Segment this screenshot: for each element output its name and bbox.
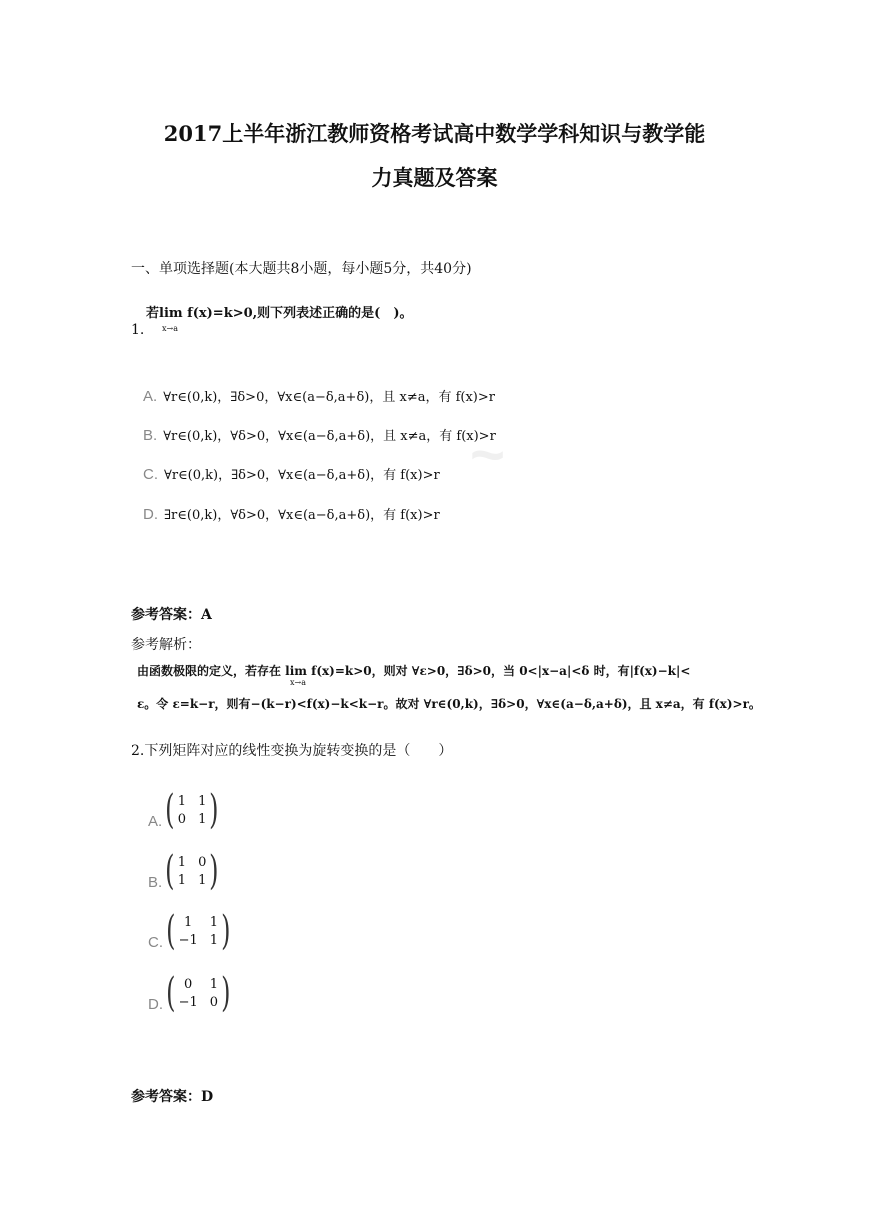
q1-option-a xyxy=(143,386,495,405)
q2-option-a xyxy=(148,787,222,833)
q1-analysis-line1: 由函数极限的定义，若存在 lim f(x)=k>0，则对 ∀ε>0，∃δ>0，当 0<|x−a|<δ 时，有|f(x)−k|< xyxy=(137,664,691,678)
q2-stem: 2.下列矩阵对应的线性变换为旋转变换的是（ ） xyxy=(131,743,453,759)
q2-option-d xyxy=(148,970,234,1016)
q1-option-a-label: A. xyxy=(143,388,158,405)
q2-answer-label: 参考答案： xyxy=(131,1089,201,1105)
q1-option-c-label: C. xyxy=(143,466,158,483)
q1-number: 1. xyxy=(131,322,145,338)
q1-analysis-label: 参考解析： xyxy=(131,637,201,653)
q1-option-b xyxy=(143,425,496,444)
q1-option-d-text: ∃r∈(0,k)，∀δ>0，∀x∈(a−δ,a+δ)，有 f(x)>r xyxy=(164,508,440,523)
q2-option-a-label: A. xyxy=(148,813,163,830)
q2-option-c-matrix: ( 1 1 −1 1 ) xyxy=(166,908,231,954)
section-heading: 一、单项选择题(本大题共8小题，每小题5分，共40分) xyxy=(131,261,472,277)
q1-analysis-subscript: x→a xyxy=(290,678,306,687)
q2-option-d-label: D. xyxy=(148,996,163,1013)
watermark: ~ xyxy=(470,421,506,488)
q2-option-c xyxy=(148,908,234,954)
q1-answer xyxy=(131,604,212,624)
q1-option-c xyxy=(143,464,440,483)
q1-stem: 若lim f(x)=k>0,则下列表述正确的是( )。 xyxy=(146,306,413,321)
q2-answer xyxy=(131,1086,213,1106)
q2-answer-value: D xyxy=(201,1089,214,1105)
q1-option-d xyxy=(143,504,440,523)
q1-answer-value: A xyxy=(201,607,212,623)
q1-stem-subscript: x→a xyxy=(162,324,178,333)
q1-option-d-label: D. xyxy=(143,506,158,523)
document-title-line1: 2017上半年浙江教师资格考试高中数学学科知识与教学能 xyxy=(163,121,706,146)
document-title-line2: 力真题及答案 xyxy=(371,165,498,190)
q2-option-b xyxy=(148,848,222,894)
q2-option-a-matrix: ( 1 1 0 1 ) xyxy=(165,787,219,833)
q1-analysis-line2: ε。令 ε=k−r，则有−(k−r)<f(x)−k<k−r。故对 ∀r∈(0,k)，∃δ>0，∀x∈(a−δ,a+δ)，且 x≠a，有 f(x)>r。 xyxy=(137,697,761,711)
q2-option-b-label: B. xyxy=(148,874,163,891)
q2-option-d-matrix: ( 0 1 −1 0 ) xyxy=(166,970,231,1016)
q2-option-c-label: C. xyxy=(148,934,163,951)
q1-answer-label: 参考答案： xyxy=(131,607,201,623)
q2-option-b-matrix: ( 1 0 1 1 ) xyxy=(165,848,219,894)
q1-option-a-text: ∀r∈(0,k)，∃δ>0，∀x∈(a−δ,a+δ)，且 x≠a，有 f(x)>r xyxy=(163,390,495,405)
q1-option-c-text: ∀r∈(0,k)，∃δ>0，∀x∈(a−δ,a+δ)，有 f(x)>r xyxy=(164,468,440,483)
q1-option-b-label: B. xyxy=(143,427,158,444)
q1-option-b-text: ∀r∈(0,k)，∀δ>0，∀x∈(a−δ,a+δ)，且 x≠a，有 f(x)>r xyxy=(163,429,496,444)
